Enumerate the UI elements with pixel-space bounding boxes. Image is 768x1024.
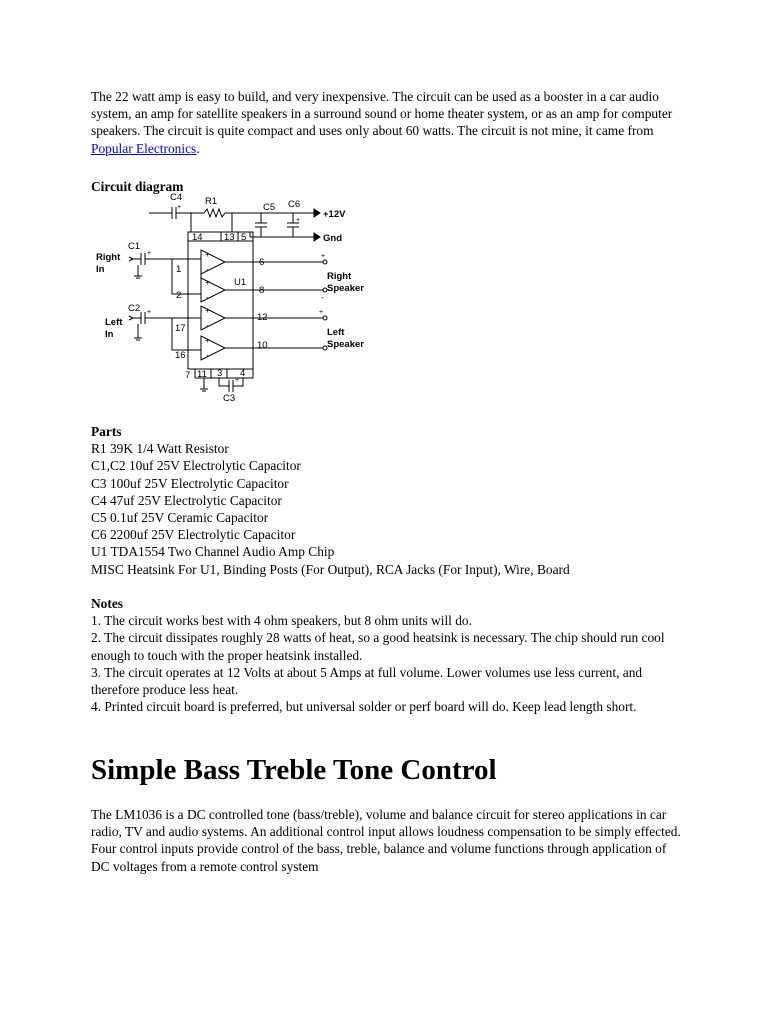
label-right-speaker-1: Right bbox=[327, 271, 352, 282]
label-c2: C2 bbox=[128, 303, 141, 314]
amp1-minus: - bbox=[206, 265, 209, 274]
label-c1: C1 bbox=[128, 241, 141, 252]
c6-plus: + bbox=[296, 217, 301, 224]
label-right-in-1: Right bbox=[96, 252, 121, 263]
label-pin10: 10 bbox=[257, 340, 268, 351]
label-left-in-2: In bbox=[105, 329, 114, 340]
label-pin4: 4 bbox=[240, 368, 246, 379]
label-pin7: 7 bbox=[185, 370, 191, 381]
label-left-in-1: Left bbox=[105, 317, 123, 328]
intro-paragraph bbox=[91, 88, 681, 157]
parts-item: C5 0.1uf 25V Ceramic Capacitor bbox=[91, 510, 269, 526]
parts-item: C1,C2 10uf 25V Electrolytic Capacitor bbox=[91, 458, 301, 474]
amp3-minus: - bbox=[206, 321, 209, 330]
right-speaker-plus: + bbox=[321, 253, 326, 260]
notes-item: 1. The circuit works best with 4 ohm speakers, but 8 ohm units will do. bbox=[91, 613, 472, 629]
label-r1: R1 bbox=[205, 196, 218, 207]
label-pin3: 3 bbox=[217, 368, 223, 379]
notes-item: 4. Printed circuit board is preferred, but universal solder or perf board will do. Keep lead length short. bbox=[91, 699, 637, 715]
label-c4: C4 bbox=[170, 192, 183, 203]
label-pin6: 6 bbox=[259, 257, 265, 268]
document-page bbox=[91, 88, 691, 874]
r1-zigzag bbox=[204, 209, 225, 217]
label-right-in-2: In bbox=[96, 264, 105, 275]
diagram-caption: Circuit diagram bbox=[91, 179, 184, 194]
right-speaker-plus-post bbox=[323, 260, 327, 264]
label-gnd: Gnd bbox=[323, 233, 342, 244]
parts-item: C4 47uf 25V Electrolytic Capacitor bbox=[91, 492, 282, 508]
left-speaker-plus: + bbox=[319, 309, 324, 316]
parts-item: MISC Heatsink For U1, Binding Posts (For Output), RCA Jacks (For Input), Wire, Board bbox=[91, 561, 570, 577]
amp2-minus: - bbox=[206, 293, 209, 302]
label-left-speaker-1: Left bbox=[327, 327, 345, 338]
parts-item: C3 100uf 25V Electrolytic Capacitor bbox=[91, 475, 289, 491]
label-u1: U1 bbox=[234, 277, 247, 288]
c4-plus: + bbox=[177, 204, 182, 211]
intro-text-end: . bbox=[196, 140, 200, 156]
label-c3: C3 bbox=[223, 393, 236, 402]
arrow-12v bbox=[314, 209, 320, 217]
label-left-speaker-2: Speaker bbox=[327, 339, 364, 350]
label-pin12: 12 bbox=[257, 312, 268, 323]
amp3-plus: + bbox=[205, 306, 210, 315]
label-pin11: 11 bbox=[197, 369, 207, 380]
label-pin5: 5 bbox=[241, 232, 247, 243]
parts-item: U1 TDA1554 Two Channel Audio Amp Chip bbox=[91, 544, 335, 560]
circuit-diagram bbox=[91, 190, 381, 402]
amp4-minus: - bbox=[206, 351, 209, 360]
amp2-plus: + bbox=[205, 278, 210, 287]
label-pin16: 16 bbox=[175, 350, 186, 361]
notes-item: 2. The circuit dissipates roughly 28 watts of heat, so a good heatsink is necessary. The chip should run cool enough to touch with the proper heatsink installed. bbox=[91, 630, 665, 663]
section-body: The LM1036 is a DC controlled tone (bass/treble), volume and balance circuit for stereo applications in car radio, TV and audio systems. An additional control input allows loudness compensation to be simply effected. Four control inputs provide control of the bass, treble, balance and volume functions through application of DC voltages from a remote control system bbox=[91, 807, 681, 874]
label-pin17: 17 bbox=[175, 323, 186, 334]
label-right-speaker-2: Speaker bbox=[327, 283, 364, 294]
label-pin14: 14 bbox=[192, 232, 203, 243]
label-c5: C5 bbox=[263, 202, 276, 213]
parts-section bbox=[91, 423, 691, 578]
label-pin13: 13 bbox=[224, 232, 235, 243]
notes-heading: Notes bbox=[91, 596, 123, 611]
section-title: Simple Bass Treble Tone Control bbox=[91, 754, 497, 786]
arrow-gnd bbox=[314, 233, 320, 241]
label-pin8: 8 bbox=[259, 285, 265, 296]
parts-heading: Parts bbox=[91, 424, 122, 439]
c3-plus: + bbox=[235, 377, 240, 384]
label-pin1: 1 bbox=[176, 264, 182, 275]
label-pin2: 2 bbox=[176, 290, 182, 301]
parts-item: R1 39K 1/4 Watt Resistor bbox=[91, 441, 229, 457]
amp4-plus: + bbox=[205, 336, 210, 345]
c2-plus: + bbox=[147, 309, 152, 316]
intro-text: The 22 watt amp is easy to build, and very inexpensive. The circuit can be used as a booster in a car audio system, an amp for satellite speakers in a surround sound or home theater system, or as an amp for computer speakers. The circuit is quite compact and uses only about 60 watts. The circuit is not mine, it came from bbox=[91, 89, 673, 139]
left-in-jack bbox=[129, 316, 133, 320]
right-speaker-minus: - bbox=[321, 293, 324, 302]
right-in-jack bbox=[129, 257, 133, 261]
notes-item: 3. The circuit operates at 12 Volts at about 5 Amps at full volume. Lower volumes use less current, and therefore produce less heat. bbox=[91, 664, 643, 698]
amp1-plus: + bbox=[205, 250, 210, 259]
c3-left-wire bbox=[219, 378, 229, 386]
label-12v: +12V bbox=[323, 209, 346, 220]
c1-plus: + bbox=[147, 250, 152, 257]
notes-section bbox=[91, 595, 681, 715]
left-speaker-plus-post bbox=[323, 316, 327, 320]
popular-electronics-link[interactable]: Popular Electronics bbox=[91, 140, 197, 156]
label-c6: C6 bbox=[288, 199, 301, 210]
parts-item: C6 2200uf 25V Electrolytic Capacitor bbox=[91, 527, 296, 543]
